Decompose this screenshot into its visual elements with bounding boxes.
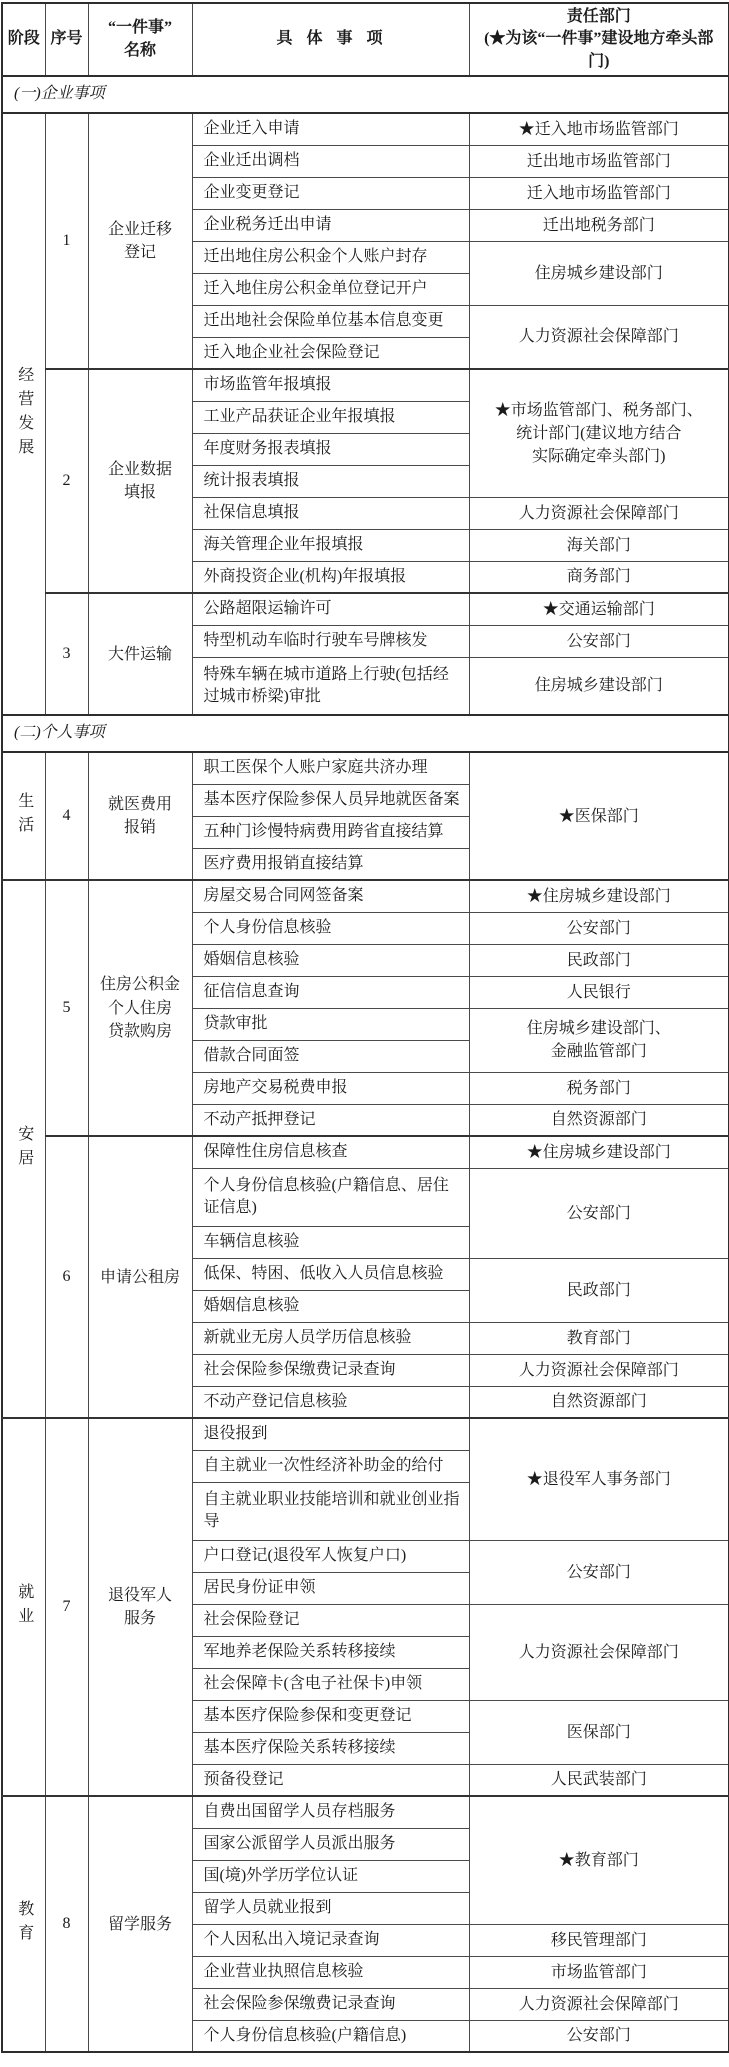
item-cell: 个人身份信息核验(户籍信息、居住证信息) xyxy=(192,1168,469,1226)
item-cell: 军地养老保险关系转移接续 xyxy=(192,1636,469,1668)
stage-label-education: 教育 xyxy=(15,1900,33,1949)
item-cell: 国家公派留学人员派出服务 xyxy=(192,1828,469,1860)
dept-cell: 海关部门 xyxy=(469,529,729,561)
dept-cell: 商务部门 xyxy=(469,561,729,593)
group-name-line: 企业数据 xyxy=(107,460,172,478)
item-cell: 迁出地住房公积金个人账户封存 xyxy=(192,241,469,273)
group-name-line: 企业迁移 xyxy=(107,220,172,238)
dept-cell: 人民银行 xyxy=(469,976,729,1008)
group-name-line: 大件运输 xyxy=(107,645,172,663)
item-cell: 自费出国留学人员存档服务 xyxy=(192,1796,469,1828)
item-cell: 企业税务迁出申请 xyxy=(192,209,469,241)
dept-cell: 自然资源部门 xyxy=(469,1104,729,1136)
dept-cell: 公安部门 xyxy=(469,2020,729,2052)
group-name xyxy=(88,113,192,369)
dept-cell: ★迁入地市场监管部门 xyxy=(469,113,729,145)
dept-cell: 公安部门 xyxy=(469,912,729,944)
item-cell: 工业产品获证企业年报填报 xyxy=(192,401,469,433)
dept-cell: ★住房城乡建设部门 xyxy=(469,1136,729,1168)
table-row xyxy=(2,752,729,784)
item-cell: 居民身份证申领 xyxy=(192,1572,469,1604)
item-cell: 市场监管年报填报 xyxy=(192,369,469,401)
dept-cell: ★医保部门 xyxy=(469,752,729,880)
stage-label-life: 生活 xyxy=(15,792,33,841)
dept-cell: 民政部门 xyxy=(469,1258,729,1322)
dept-cell: 医保部门 xyxy=(469,1700,729,1764)
group-number: 8 xyxy=(45,1796,88,2052)
dept-cell: 公安部门 xyxy=(469,625,729,657)
dept-cell: 迁入地市场监管部门 xyxy=(469,177,729,209)
one-thing-services-table xyxy=(1,2,729,2053)
group-number: 1 xyxy=(45,113,88,369)
group-name-line: 留学服务 xyxy=(107,1915,172,1933)
group-name xyxy=(88,1796,192,2052)
dept-cell: 市场监管部门 xyxy=(469,1956,729,1988)
item-cell: 医疗费用报销直接结算 xyxy=(192,848,469,880)
item-cell: 个人身份信息核验 xyxy=(192,912,469,944)
group-number: 5 xyxy=(45,880,88,1136)
item-cell: 自主就业一次性经济补助金的给付 xyxy=(192,1450,469,1482)
table-row xyxy=(2,1418,729,1450)
group-number: 6 xyxy=(45,1136,88,1418)
group-number: 2 xyxy=(45,369,88,593)
section-row xyxy=(2,715,729,752)
header-items: 具体事项 xyxy=(192,3,469,76)
item-cell: 个人身份信息核验(户籍信息) xyxy=(192,2020,469,2052)
item-cell: 特殊车辆在城市道路上行驶(包括经过城市桥梁)审批 xyxy=(192,657,469,715)
item-cell: 预备役登记 xyxy=(192,1764,469,1796)
dept-cell: 迁出地税务部门 xyxy=(469,209,729,241)
header-department-line2: (★为该“一件事”建设地方牵头部门) xyxy=(484,30,714,70)
item-cell: 五种门诊慢特病费用跨省直接结算 xyxy=(192,816,469,848)
dept-cell: 移民管理部门 xyxy=(469,1924,729,1956)
dept-line: 实际确定牵头部门) xyxy=(532,448,666,466)
item-cell: 车辆信息核验 xyxy=(192,1226,469,1258)
stage-cell-employment xyxy=(2,1418,45,1796)
group-name xyxy=(88,1418,192,1796)
stage-cell-life xyxy=(2,752,45,880)
item-cell: 海关管理企业年报填报 xyxy=(192,529,469,561)
stage-label-housing: 安居 xyxy=(15,1125,33,1174)
dept-cell: ★教育部门 xyxy=(469,1796,729,1924)
item-cell: 社会保险参保缴费记录查询 xyxy=(192,1354,469,1386)
item-cell: 企业迁入申请 xyxy=(192,113,469,145)
group-name-line: 报销 xyxy=(123,819,156,837)
item-cell: 社保信息填报 xyxy=(192,497,469,529)
item-cell: 房地产交易税费申报 xyxy=(192,1072,469,1104)
dept-cell xyxy=(469,369,729,497)
dept-cell: 人力资源社会保障部门 xyxy=(469,305,729,369)
group-name xyxy=(88,880,192,1136)
item-cell: 自主就业职业技能培训和就业创业指导 xyxy=(192,1482,469,1540)
header-number: 序号 xyxy=(45,3,88,76)
item-cell: 低保、特困、低收入人员信息核验 xyxy=(192,1258,469,1290)
item-cell: 新就业无房人员学历信息核验 xyxy=(192,1322,469,1354)
dept-cell: 人力资源社会保障部门 xyxy=(469,1354,729,1386)
item-cell: 户口登记(退役军人恢复户口) xyxy=(192,1540,469,1572)
item-cell: 婚姻信息核验 xyxy=(192,1290,469,1322)
item-cell: 统计报表填报 xyxy=(192,465,469,497)
dept-cell: 人力资源社会保障部门 xyxy=(469,1988,729,2020)
item-cell: 公路超限运输许可 xyxy=(192,593,469,625)
item-cell: 特型机动车临时行驶车号牌核发 xyxy=(192,625,469,657)
dept-cell: 民政部门 xyxy=(469,944,729,976)
group-name xyxy=(88,593,192,715)
group-number: 7 xyxy=(45,1418,88,1796)
header-name-line2: 名称 xyxy=(123,41,156,59)
header-name xyxy=(88,3,192,76)
item-cell: 企业营业执照信息核验 xyxy=(192,1956,469,1988)
item-cell: 不动产抵押登记 xyxy=(192,1104,469,1136)
item-cell: 社会保障卡(含电子社保卡)申领 xyxy=(192,1668,469,1700)
section-1-label: (一)企业事项 xyxy=(2,76,729,113)
table-row xyxy=(2,593,729,625)
item-cell: 房屋交易合同网签备案 xyxy=(192,880,469,912)
item-cell: 借款合同面签 xyxy=(192,1040,469,1072)
group-name-line: 退役军人 xyxy=(107,1586,172,1604)
table-row xyxy=(2,880,729,912)
header-stage: 阶段 xyxy=(2,3,45,76)
dept-cell: 人力资源社会保障部门 xyxy=(469,1604,729,1700)
dept-line: 金融监管部门 xyxy=(550,1043,647,1061)
dept-line: 住房城乡建设部门、 xyxy=(526,1019,671,1037)
item-cell: 迁入地住房公积金单位登记开户 xyxy=(192,273,469,305)
item-cell: 不动产登记信息核验 xyxy=(192,1386,469,1418)
item-cell: 社会保险参保缴费记录查询 xyxy=(192,1988,469,2020)
dept-cell: 人民武装部门 xyxy=(469,1764,729,1796)
group-name-line: 填报 xyxy=(123,484,156,502)
item-cell: 迁入地企业社会保险登记 xyxy=(192,337,469,369)
dept-cell: 人力资源社会保障部门 xyxy=(469,497,729,529)
dept-cell: ★退役军人事务部门 xyxy=(469,1418,729,1540)
dept-line: ★市场监管部门、税务部门、 xyxy=(494,401,703,419)
dept-line: 统计部门(建议地方结合 xyxy=(516,424,682,442)
header-name-line1: “一件事” xyxy=(107,19,172,37)
dept-cell: 住房城乡建设部门 xyxy=(469,657,729,715)
header-department-line1: 责任部门 xyxy=(566,8,631,25)
item-cell: 基本医疗保险关系转移接续 xyxy=(192,1732,469,1764)
group-name-line: 登记 xyxy=(123,244,156,262)
item-cell: 贷款审批 xyxy=(192,1008,469,1040)
stage-label-business: 经营发展 xyxy=(15,366,33,463)
item-cell: 迁出地社会保险单位基本信息变更 xyxy=(192,305,469,337)
item-cell: 年度财务报表填报 xyxy=(192,433,469,465)
dept-cell: 教育部门 xyxy=(469,1322,729,1354)
group-name xyxy=(88,752,192,880)
stage-cell-education xyxy=(2,1796,45,2052)
group-number: 4 xyxy=(45,752,88,880)
group-name-line: 个人住房 xyxy=(107,999,172,1017)
item-cell: 个人因私出入境记录查询 xyxy=(192,1924,469,1956)
section-row xyxy=(2,76,729,113)
dept-cell: ★交通运输部门 xyxy=(469,593,729,625)
item-cell: 职工医保个人账户家庭共济办理 xyxy=(192,752,469,784)
item-cell: 基本医疗保险参保和变更登记 xyxy=(192,1700,469,1732)
stage-label-employment: 就业 xyxy=(15,1583,33,1632)
dept-cell xyxy=(469,1008,729,1072)
item-cell: 基本医疗保险参保人员异地就医备案 xyxy=(192,784,469,816)
header-department xyxy=(469,3,729,76)
group-name xyxy=(88,369,192,593)
dept-cell: 住房城乡建设部门 xyxy=(469,241,729,305)
group-number: 3 xyxy=(45,593,88,715)
table-row xyxy=(2,1796,729,1828)
item-cell: 保障性住房信息核查 xyxy=(192,1136,469,1168)
item-cell: 企业变更登记 xyxy=(192,177,469,209)
item-cell: 社会保险登记 xyxy=(192,1604,469,1636)
group-name-line: 住房公积金 xyxy=(99,976,180,994)
stage-cell-business xyxy=(2,113,45,715)
dept-cell: 迁出地市场监管部门 xyxy=(469,145,729,177)
group-name-line: 贷款购房 xyxy=(107,1022,172,1040)
item-cell: 外商投资企业(机构)年报填报 xyxy=(192,561,469,593)
item-cell: 征信信息查询 xyxy=(192,976,469,1008)
dept-cell: ★住房城乡建设部门 xyxy=(469,880,729,912)
stage-cell-housing xyxy=(2,880,45,1418)
dept-cell: 公安部门 xyxy=(469,1540,729,1604)
group-name-line: 就医费用 xyxy=(107,795,172,813)
table-row xyxy=(2,369,729,401)
table-row xyxy=(2,1136,729,1168)
item-cell: 留学人员就业报到 xyxy=(192,1892,469,1924)
item-cell: 企业迁出调档 xyxy=(192,145,469,177)
group-name-line: 服务 xyxy=(123,1610,156,1628)
table-row xyxy=(2,113,729,145)
item-cell: 婚姻信息核验 xyxy=(192,944,469,976)
group-name xyxy=(88,1136,192,1418)
item-cell: 国(境)外学历学位认证 xyxy=(192,1860,469,1892)
dept-cell: 自然资源部门 xyxy=(469,1386,729,1418)
section-2-label: (二)个人事项 xyxy=(2,715,729,752)
table-header-row xyxy=(2,3,729,76)
group-name-line: 申请公租房 xyxy=(99,1268,180,1286)
item-cell: 退役报到 xyxy=(192,1418,469,1450)
dept-cell: 税务部门 xyxy=(469,1072,729,1104)
dept-cell: 公安部门 xyxy=(469,1168,729,1258)
